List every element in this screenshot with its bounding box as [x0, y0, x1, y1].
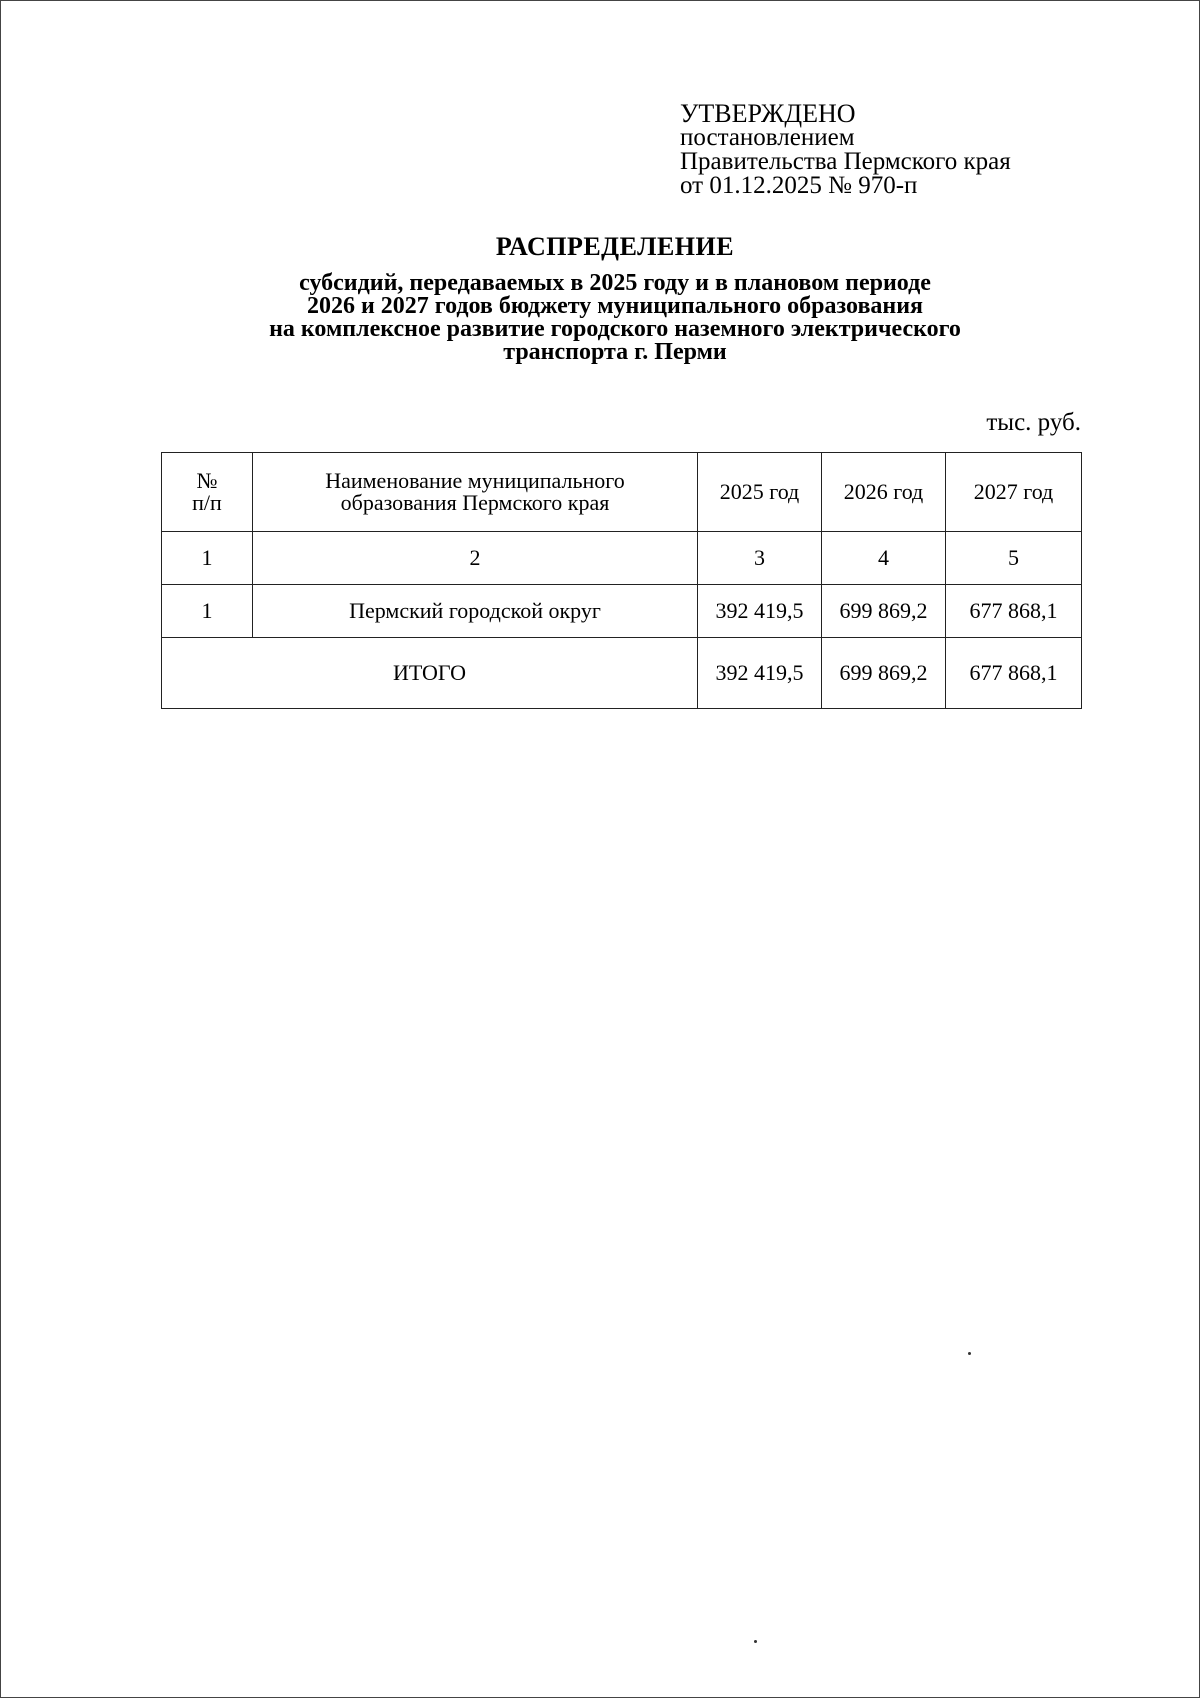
subtitle-line: субсидий, передаваемых в 2025 году и в плановом периоде [299, 270, 931, 296]
header-text: Наименование муниципального [325, 468, 625, 493]
header-text: № [196, 468, 218, 493]
total-2026: 699 869,2 [822, 638, 946, 709]
scan-speck [754, 1640, 757, 1643]
total-row [162, 638, 1082, 709]
subtitle-line: 2026 и 2027 годов бюджету муниципального образования [306, 293, 924, 319]
column-number-row [162, 532, 1082, 585]
value-2025: 392 419,5 [698, 585, 822, 638]
column-number: 4 [822, 532, 946, 585]
table-row [162, 585, 1082, 638]
total-2027: 677 868,1 [946, 638, 1082, 709]
document-subtitle [150, 272, 1080, 364]
total-2025: 392 419,5 [698, 638, 822, 709]
header-text: образования Пермского края [340, 490, 610, 515]
approval-date: от 01.12.2025 № 970-п [680, 172, 918, 199]
allocation-table [161, 452, 1082, 709]
municipality-name: Пермский городской округ [253, 585, 698, 638]
header-2026: 2026 год [822, 453, 946, 532]
column-number: 2 [253, 532, 698, 585]
table-header-row [162, 453, 1082, 532]
subtitle-line: на комплексное развитие городского наземного электрического [269, 316, 961, 342]
row-number: 1 [162, 585, 253, 638]
document-title: РАСПРЕДЕЛЕНИЕ [495, 232, 735, 261]
column-number: 1 [162, 532, 253, 585]
column-number: 3 [698, 532, 822, 585]
value-2027: 677 868,1 [946, 585, 1082, 638]
header-2025: 2025 год [698, 453, 822, 532]
column-number: 5 [946, 532, 1082, 585]
scan-speck [968, 1352, 971, 1355]
header-text: п/п [192, 490, 222, 515]
value-2026: 699 869,2 [822, 585, 946, 638]
units-label: тыс. руб. [986, 409, 1081, 436]
total-label: ИТОГО [162, 638, 698, 709]
approval-stamp [680, 99, 1011, 199]
header-number [162, 453, 253, 532]
header-2027: 2027 год [946, 453, 1082, 532]
approval-line: постановлением [680, 124, 855, 151]
approval-title: УТВЕРЖДЕНО [680, 99, 856, 128]
header-municipality [253, 453, 698, 532]
approval-line: Правительства Пермского края [680, 148, 1011, 175]
subtitle-line: транспорта г. Перми [503, 339, 727, 365]
